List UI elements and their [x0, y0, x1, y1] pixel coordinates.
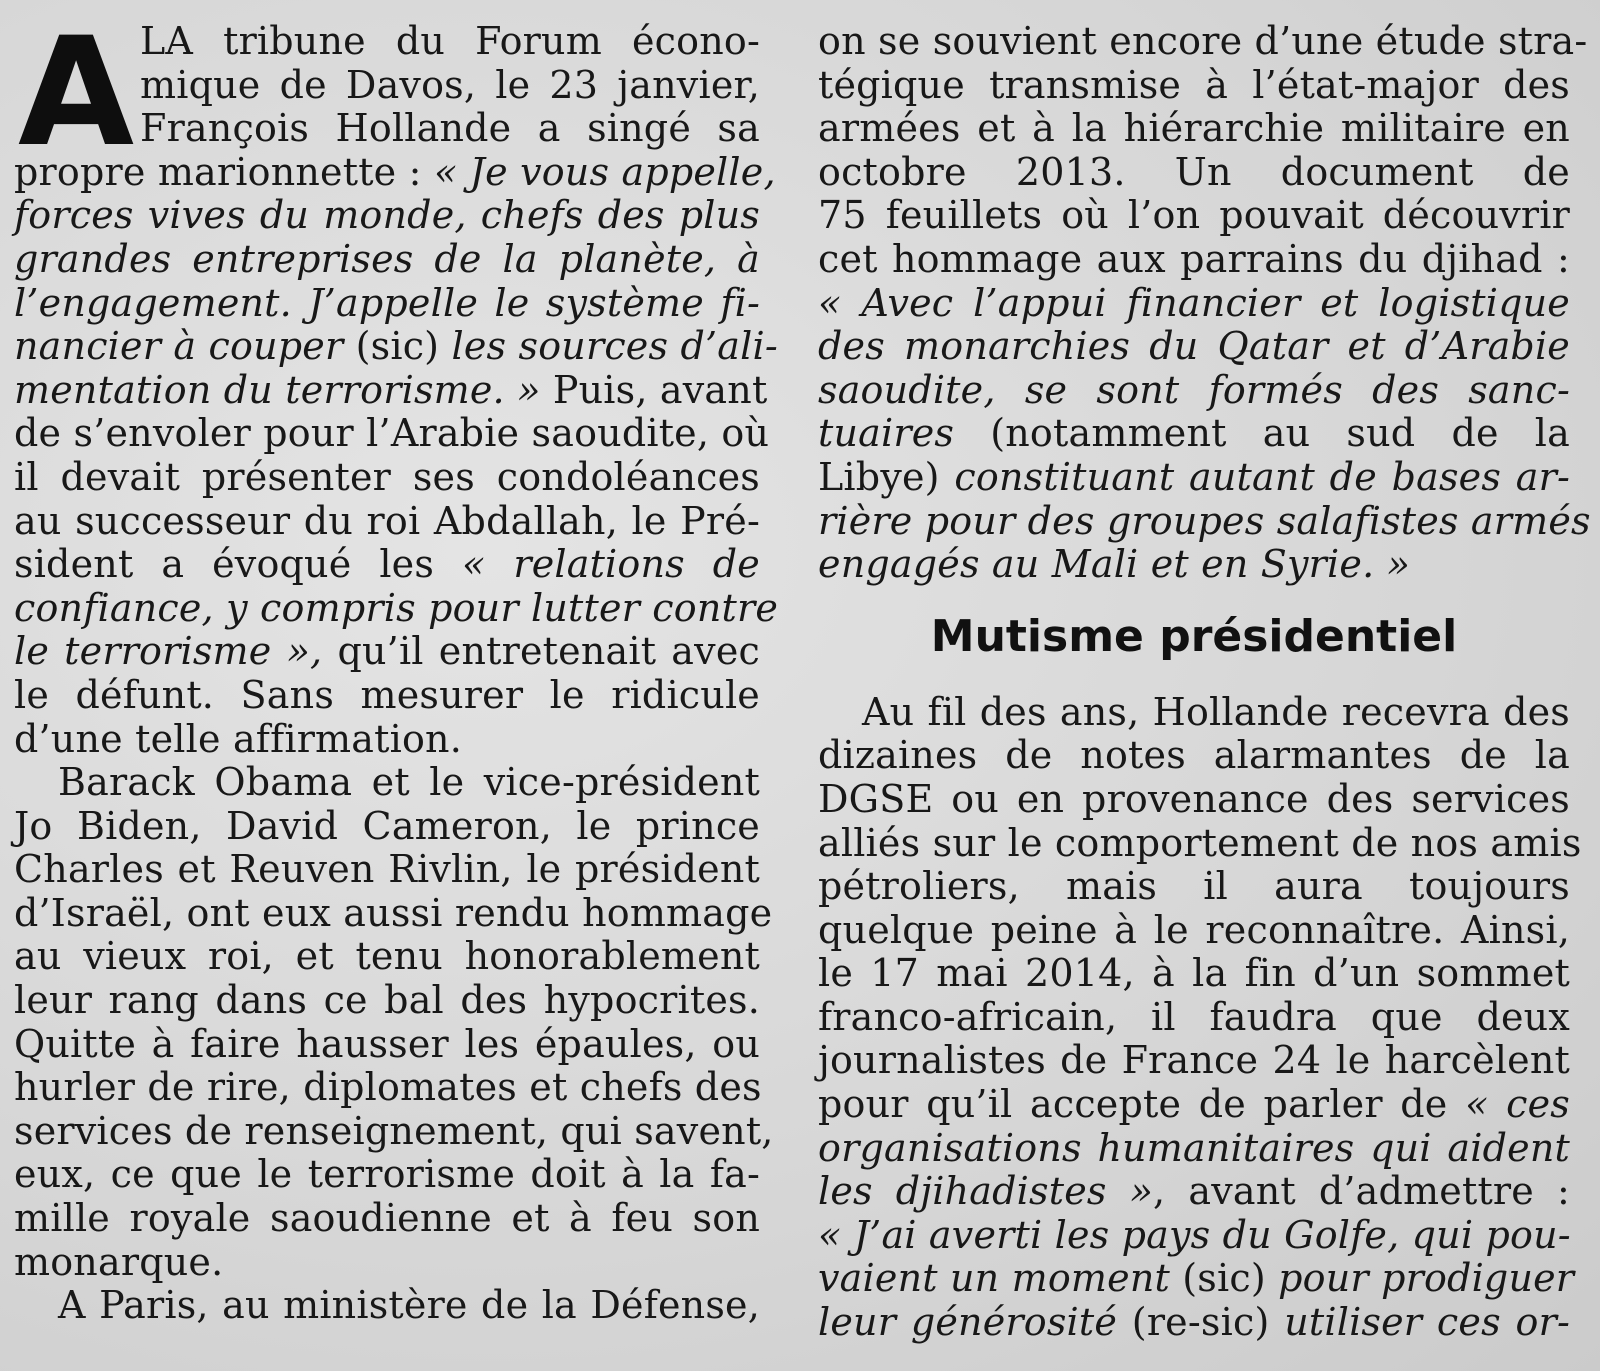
italic-text-segment: grandes entreprises de la planète, à: [14, 236, 760, 281]
text-line: [14, 805, 760, 849]
text-segment: François Hollande a singé sa: [140, 106, 760, 151]
text-line: [818, 1083, 1570, 1127]
text-line: [14, 1197, 760, 1241]
text-segment: on se souvient encore d’une étude stra-: [818, 19, 1588, 63]
italic-text-segment: rière pour des groupes salafistes armés: [818, 498, 1591, 543]
text-line: [818, 1127, 1570, 1171]
italic-text-segment: constituant autant de bases ar-: [954, 454, 1570, 499]
text-line: [818, 820, 1582, 866]
text-line: [14, 848, 760, 892]
text-segment: propre marionnette :: [14, 149, 434, 194]
text-line: [14, 1284, 760, 1328]
text-line: [818, 543, 1570, 587]
text-line: [818, 498, 1591, 544]
text-segment: (notamment au sud de la: [990, 411, 1570, 456]
italic-text-segment: « ces: [1465, 1082, 1570, 1127]
drop-cap: A: [18, 6, 133, 180]
text-segment: cet hommage aux parrains du djihad :: [818, 236, 1570, 281]
text-line: [14, 979, 760, 1023]
italic-text-segment: confiance, y compris pour lutter contre: [14, 585, 779, 630]
italic-text-segment: tuaires: [818, 411, 991, 456]
text-line: [14, 630, 760, 674]
text-segment: d’Israël, ont eux aussi rendu hommage: [14, 890, 773, 935]
text-line: [14, 1153, 760, 1197]
left-column-text: [14, 6, 779, 1328]
text-segment: pour qu’il accepte de parler de: [818, 1082, 1466, 1127]
text-line: [14, 761, 760, 805]
italic-text-segment: « Je vous appelle,: [433, 149, 776, 194]
text-line: [818, 909, 1570, 953]
text-segment: (sic): [1182, 1256, 1279, 1301]
text-segment: mique de Davos, le 23 janvier,: [140, 62, 760, 107]
italic-text-segment: forces vives du monde, chefs des plus: [14, 193, 760, 238]
text-line: [14, 543, 760, 587]
text-segment: il devait présenter ses condoléances: [14, 454, 760, 499]
text-line: [818, 107, 1570, 151]
left-column: [14, 6, 779, 1328]
text-line: [818, 1301, 1570, 1345]
italic-text-segment: leur générosité: [818, 1300, 1132, 1345]
text-segment: le défunt. Sans mesurer le ridicule: [14, 672, 760, 717]
italic-text-segment: le terrorisme »,: [14, 629, 323, 674]
right-column-text-bottom: [818, 689, 1582, 1345]
text-line: [818, 456, 1570, 500]
text-segment: 75 feuillets où l’on pouvait découvrir: [818, 193, 1570, 238]
text-segment: A Paris, au ministère de la Défense,: [58, 1283, 760, 1328]
text-line: [818, 151, 1570, 195]
text-line: [818, 778, 1570, 822]
italic-text-segment: les sources d’ali-: [451, 324, 778, 369]
text-segment: Puis, avant: [540, 367, 768, 412]
text-line: [818, 412, 1570, 456]
text-line: [818, 952, 1570, 996]
text-segment: d’une telle affirmation.: [14, 716, 462, 761]
text-segment: Quitte à faire hausser les épaules, ou: [14, 1021, 760, 1066]
text-segment: au vieux roi, et tenu honorablement: [14, 934, 760, 979]
text-segment: armées et à la hiérarchie militaire en: [818, 106, 1570, 151]
text-line: [818, 64, 1570, 108]
text-line: [818, 325, 1570, 369]
text-segment: dizaines de notes alarmantes de la: [818, 733, 1570, 778]
text-segment: leur rang dans ce bal des hypocrites.: [14, 978, 760, 1023]
text-line: [14, 1108, 774, 1154]
text-line: [14, 500, 760, 544]
text-segment: Barack Obama et le vice-président: [58, 760, 760, 805]
text-line: [14, 282, 760, 326]
text-segment: Charles et Reuven Rivlin, le président: [14, 847, 760, 892]
text-line: [818, 996, 1570, 1040]
text-line: [818, 734, 1570, 778]
text-segment: DGSE ou en provenance des services: [818, 776, 1570, 821]
text-segment: le 17 mai 2014, à la fin d’un sommet: [818, 951, 1570, 996]
text-line: [818, 1170, 1570, 1214]
italic-text-segment: des monarchies du Qatar et d’Arabie: [818, 324, 1570, 369]
text-line: [14, 324, 778, 369]
text-line: [818, 19, 1588, 64]
text-segment: quelque peine à le reconnaître. Ainsi,: [818, 907, 1570, 952]
right-column-text-top: [818, 19, 1591, 587]
italic-text-segment: « J’ai averti les pays du Golfe, qui pou-: [818, 1212, 1571, 1257]
text-segment: hurler de rire, diplomates et chefs des: [14, 1065, 762, 1110]
italic-text-segment: « Avec l’appui financier et logistique: [818, 280, 1570, 325]
italic-text-segment: engagés au Mali et en Syrie. »: [818, 542, 1411, 587]
text-segment: , avant d’admettre :: [1153, 1169, 1570, 1214]
text-segment: pétroliers, mais il aura toujours: [818, 864, 1570, 909]
italic-text-segment: vaient un moment: [818, 1256, 1183, 1301]
text-line: [818, 1214, 1570, 1258]
italic-text-segment: organisations humanitaires qui aident: [818, 1125, 1570, 1170]
text-line: [14, 585, 779, 631]
text-line: [14, 674, 760, 718]
text-segment: services de renseignement, qui savent,: [14, 1108, 774, 1153]
text-segment: tégique transmise à l’état-major des: [818, 62, 1570, 107]
italic-text-segment: les djihadistes »: [818, 1169, 1154, 1214]
text-segment: franco-africain, il faudra que deux: [818, 994, 1570, 1039]
text-line: [818, 691, 1570, 735]
text-segment: (sic): [355, 324, 452, 369]
text-segment: (re-sic): [1131, 1300, 1285, 1345]
text-segment: au successeur du roi Abdallah, le Pré-: [14, 498, 760, 543]
text-segment: journalistes de France 24 le harcèlent: [818, 1038, 1570, 1083]
text-line: [14, 1066, 760, 1110]
text-line: [818, 282, 1570, 326]
text-segment: Libye): [818, 454, 955, 499]
italic-text-segment: l’engagement. J’appelle le système fi-: [14, 280, 760, 325]
text-line: [818, 194, 1570, 238]
text-line: [14, 1023, 760, 1067]
text-line: [14, 718, 760, 762]
text-line: [818, 1256, 1575, 1301]
text-segment: alliés sur le comportement de nos amis: [818, 820, 1582, 865]
text-line: [14, 1241, 760, 1285]
italic-text-segment: pour prodiguer: [1278, 1256, 1575, 1301]
text-line: [14, 456, 760, 500]
text-segment: Jo Biden, David Cameron, le prince: [14, 803, 760, 848]
text-segment: sident a évoqué les: [14, 542, 462, 587]
text-segment: Au fil des ans, Hollande recevra des: [862, 689, 1570, 734]
text-line: [818, 1039, 1570, 1083]
text-line: [14, 411, 770, 456]
right-column: [818, 19, 1591, 1345]
text-segment: eux, ce que le terrorisme doit à la fa-: [14, 1152, 760, 1197]
text-segment: LA tribune du Forum écono-: [140, 19, 760, 63]
text-line: [14, 367, 768, 413]
text-segment: de s’envoler pour l’Arabie saoudite, où: [14, 411, 770, 456]
italic-text-segment: « relations de: [461, 542, 760, 587]
text-line: [14, 238, 760, 282]
text-line: [14, 935, 760, 979]
text-segment: mille royale saoudienne et à feu son: [14, 1196, 760, 1241]
text-segment: octobre 2013. Un document de: [818, 149, 1570, 194]
text-segment: monarque.: [14, 1239, 224, 1284]
italic-text-segment: mentation du terrorisme. »: [14, 367, 541, 412]
section-subheading: Mutisme présidentiel: [930, 610, 1458, 662]
text-line: [818, 238, 1570, 282]
italic-text-segment: utiliser ces or-: [1284, 1300, 1571, 1345]
text-line: [14, 890, 773, 936]
text-line: [818, 369, 1570, 413]
text-segment: qu’il entretenait avec: [322, 629, 760, 674]
text-line: [818, 865, 1570, 909]
italic-text-segment: saoudite, se sont formés des sanc-: [818, 367, 1570, 412]
italic-text-segment: nancier à couper: [14, 324, 356, 369]
text-line: [14, 194, 760, 238]
